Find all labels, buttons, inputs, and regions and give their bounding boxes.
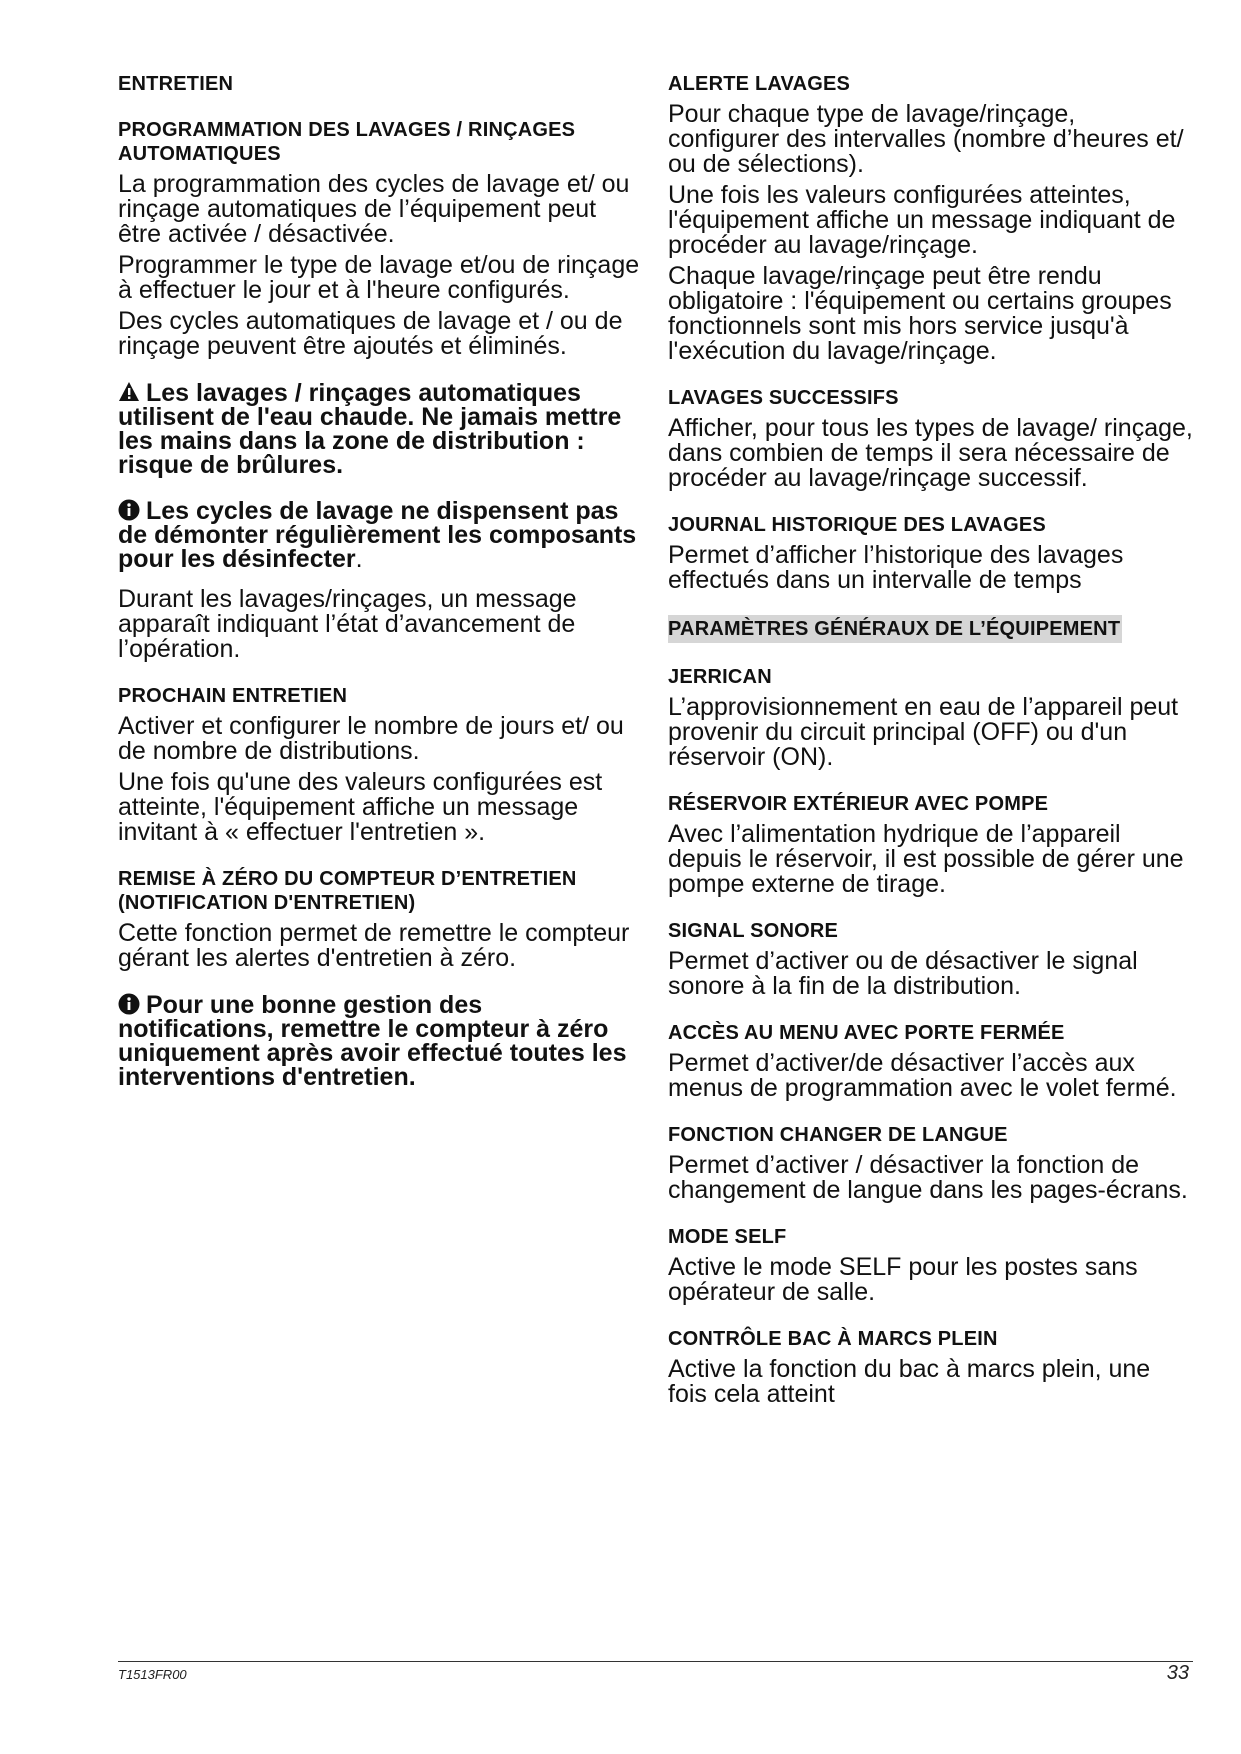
- paragraph-mode-self: Active le mode SELF pour les postes sans opérateur de salle.: [668, 1253, 1138, 1306]
- section-title-changer-langue: FONCTION CHANGER DE LANGUE: [668, 1124, 1008, 1146]
- warning-note: [118, 381, 643, 477]
- info-note-notifications: [118, 993, 643, 1089]
- section-title-lavages-successifs: LAVAGES SUCCESSIFS: [668, 387, 899, 409]
- right-column: [668, 72, 1193, 1413]
- page-number: 33: [1166, 1662, 1189, 1684]
- section-title-bac-marcs: CONTRÔLE BAC À MARCS PLEIN: [668, 1328, 998, 1350]
- info-note-cleaning-trail: .: [355, 545, 363, 573]
- document-code: T1513FR00: [118, 1667, 187, 1682]
- paragraph-journal: Permet d’afficher l’historique des lavages effectués dans un intervalle de temps: [668, 541, 1124, 594]
- section-title-entretien: ENTRETIEN: [118, 73, 234, 95]
- paragraph-prochain-2: Une fois qu'une des valeurs configurées est atteinte, l'équipement affiche un message invitant à « effectuer l'entretien ».: [118, 768, 603, 846]
- chapter-title-parametres-text: PARAMÈTRES GÉNÉRAUX DE L’ÉQUIPEMENT: [668, 615, 1122, 643]
- paragraph-prog-3: Des cycles automatiques de lavage et / ou de rinçage peuvent être ajoutés et éliminés.: [118, 307, 623, 360]
- paragraph-alerte-3: Chaque lavage/rinçage peut être rendu obligatoire : l'équipement ou certains groupes fonctionnels sont mis hors service jusqu'à l'exécution du lavage/rinçage.: [668, 262, 1172, 365]
- info-icon: [118, 499, 140, 521]
- paragraph-reservoir: Avec l’alimentation hydrique de l’appareil depuis le réservoir, il est possible de gérer une pompe externe de tirage.: [668, 820, 1184, 898]
- info-note-notifications-text: Pour une bonne gestion des notifications, remettre le compteur à zéro uniquement après avoir effectué toutes les interventions d'entretien.: [118, 991, 627, 1091]
- section-title-programmation: PROGRAMMATION DES LAVAGES / RINÇAGES AUTOMATIQUES: [118, 119, 576, 165]
- paragraph-remise-zero: Cette fonction permet de remettre le compteur gérant les alertes d'entretien à zéro.: [118, 919, 630, 972]
- section-title-acces-menu: ACCÈS AU MENU AVEC PORTE FERMÉE: [668, 1022, 1065, 1044]
- section-title-remise-zero: REMISE À ZÉRO DU COMPTEUR D’ENTRETIEN (NOTIFICATION D'ENTRETIEN): [118, 868, 577, 914]
- paragraph-alerte-2: Une fois les valeurs configurées atteintes, l'équipement affiche un message indiquant de procéder au lavage/rinçage.: [668, 181, 1176, 259]
- paragraph-prog-1: La programmation des cycles de lavage et/ ou rinçage automatiques de l’équipement peut être activée / désactivée.: [118, 170, 630, 248]
- chapter-title-parametres: [668, 615, 1193, 643]
- paragraph-prog-2: Programmer le type de lavage et/ou de rinçage à effectuer le jour et à l'heure configurés.: [118, 251, 640, 304]
- section-title-jerrican: JERRICAN: [668, 666, 772, 688]
- warning-note-text: Les lavages / rinçages automatiques utilisent de l'eau chaude. Ne jamais mettre les mains dans la zone de distribution : risque de brûlures.: [118, 379, 622, 479]
- paragraph-signal-sonore: Permet d’activer ou de désactiver le signal sonore à la fin de la distribution.: [668, 947, 1138, 1000]
- paragraph-progress: Durant les lavages/rinçages, un message apparaît indiquant l’état d’avancement de l’opération.: [118, 585, 577, 663]
- footer-divider: [118, 1661, 1193, 1662]
- section-title-mode-self: MODE SELF: [668, 1226, 787, 1248]
- section-title-journal: JOURNAL HISTORIQUE DES LAVAGES: [668, 514, 1046, 536]
- section-title-alerte-lavages: ALERTE LAVAGES: [668, 73, 851, 95]
- paragraph-prochain-1: Activer et configurer le nombre de jours et/ ou de nombre de distributions.: [118, 712, 624, 765]
- paragraph-acces-menu: Permet d’activer/de désactiver l’accès aux menus de programmation avec le volet fermé.: [668, 1049, 1177, 1102]
- paragraph-bac-marcs: Active la fonction du bac à marcs plein, une fois cela atteint: [668, 1355, 1151, 1408]
- paragraph-jerrican: L’approvisionnement en eau de l’appareil peut provenir du circuit principal (OFF) ou d'un réservoir (ON).: [668, 693, 1179, 771]
- info-icon: [118, 993, 140, 1015]
- left-column: [118, 72, 643, 1089]
- paragraph-changer-langue: Permet d’activer / désactiver la fonction de changement de langue dans les pages-écrans.: [668, 1151, 1188, 1204]
- section-title-prochain-entretien: PROCHAIN ENTRETIEN: [118, 685, 348, 707]
- info-note-cleaning-text: Les cycles de lavage ne dispensent pas de démonter régulièrement les composants pour les désinfecter: [118, 497, 637, 573]
- section-title-signal-sonore: SIGNAL SONORE: [668, 920, 839, 942]
- paragraph-alerte-1: Pour chaque type de lavage/rinçage, configurer des intervalles (nombre d’heures et/ ou de sélections).: [668, 100, 1184, 178]
- section-title-reservoir: RÉSERVOIR EXTÉRIEUR AVEC POMPE: [668, 793, 1049, 815]
- paragraph-successifs: Afficher, pour tous les types de lavage/ rinçage, dans combien de temps il sera nécessaire de procéder au lavage/rinçage successif.: [668, 414, 1193, 492]
- info-note-cleaning: [118, 499, 643, 571]
- warning-icon: [118, 381, 140, 403]
